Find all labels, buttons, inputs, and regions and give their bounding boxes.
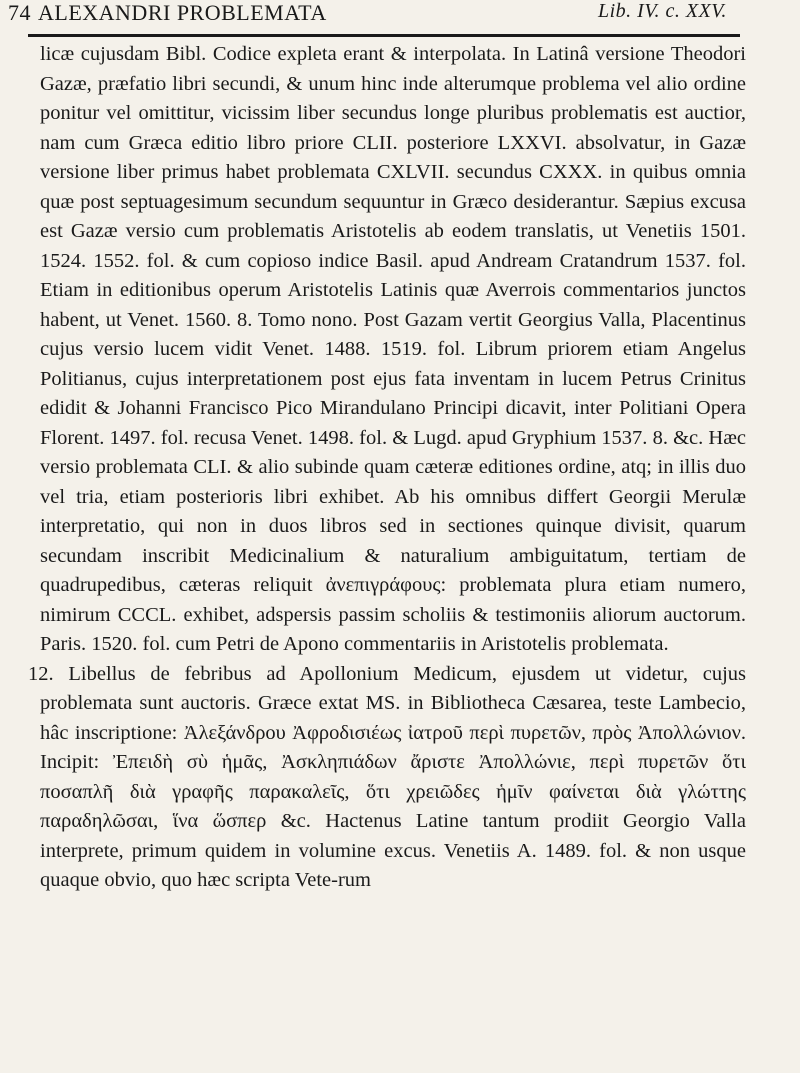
running-title: ALEXANDRI PROBLEMATA xyxy=(38,0,327,25)
paragraph-12-libellus-de-febribus: 12. Libellus de febribus ad Apollonium Medicum, ejusdem ut videtur, cujus problemata sunt auctoris. Græce extat MS. in Bibliotheca Cæsarea, teste Lambecio, hâc inscriptione: Ἀλεξάνδρου Ἀφροδισιέως ἰατροῦ περὶ πυρετῶν, πρὸς Ἀπολλώνιον. Incipit: Ἐπειδὴ σὺ ἡμᾶς, Ἀσκληπιάδων ἄριστε Ἀπολλώνιε, περὶ πυρετῶν ὅτι ποσαπλῆ διὰ γραφῆς παρακαλεῖς, ὅτι χρειῶδες ἡμῖν φαίνεται διὰ γλώττης παραδηλῶσαι, ἵνα ὥσπερ &c. Hactenus Latine tantum prodiit Georgio Valla interprete, primum quidem in volumine excus. Venetiis A. 1489. fol. & non usque quaque obvio, quo hæc scripta Vete-rum xyxy=(28,662,746,891)
body-text xyxy=(28,40,746,896)
page-number: 74 xyxy=(8,0,31,25)
header-rule xyxy=(28,34,740,37)
running-header xyxy=(8,0,744,30)
paragraph-continued: licæ cujusdam Bibl. Codice expleta erant & interpolata. In Latinâ versione Theodori Gazæ, præfatio libri secundi, & unum hinc inde alterumque problema vel alio ordine ponitur vel omittitur, vicissim liber secundus longe pluribus problematis est auctior, nam cum Græca editio libro priore CLII. posteriore LXXVI. absolvatur, in Gazæ versione liber primus habet problemata CXLVII. secundus CXXX. in quibus omnia quæ post septuagesimum secundum sequuntur in Græco desiderantur. Sæpius excusa est Gazæ versio cum problematis Aristotelis ab eodem translatis, ut Venetiis 1501. 1524. 1552. fol. & cum copioso indice Basil. apud Andream Cratandrum 1537. fol. Etiam in editionibus operum Aristotelis Latinis quæ Averrois commentarios junctos habent, ut Venet. 1560. 8. Tomo nono. Post Gazam vertit Georgius Valla, Placentinus cujus versio lucem vidit Venet. 1488. 1519. fol. Librum priorem etiam Angelus Politianus, cujus interpretationem post ejus fata inventam in lucem Petrus Crinitus edidit & Johanni Francisco Pico Mirandulano Principi dicavit, inter Politiani Opera Florent. 1497. fol. recusa Venet. 1498. fol. & Lugd. apud Gryphium 1537. 8. &c. Hæc versio problemata CLI. & alio subinde quam cæteræ editiones ordine, atq; in illis duo vel tria, etiam posterioris libri exhibet. Ab his omnibus differt Georgii Merulæ interpretatio, qui non in duos libros sed in sectiones quinque divisit, quarum secundam inscribit Medicinalium & naturalium ambiguitatum, tertiam de quadrupedibus, cæteras reliquit ἀνεπιγράφους: problemata plura etiam numero, nimirum CCCL. exhibet, adspersis passim scholiis & testimoniis aliorum auctorum. Paris. 1520. fol. cum Petri de Apono commentariis in Aristotelis problemata. xyxy=(40,43,746,655)
book-chapter-reference: Lib. IV. c. XXV. xyxy=(598,0,727,22)
